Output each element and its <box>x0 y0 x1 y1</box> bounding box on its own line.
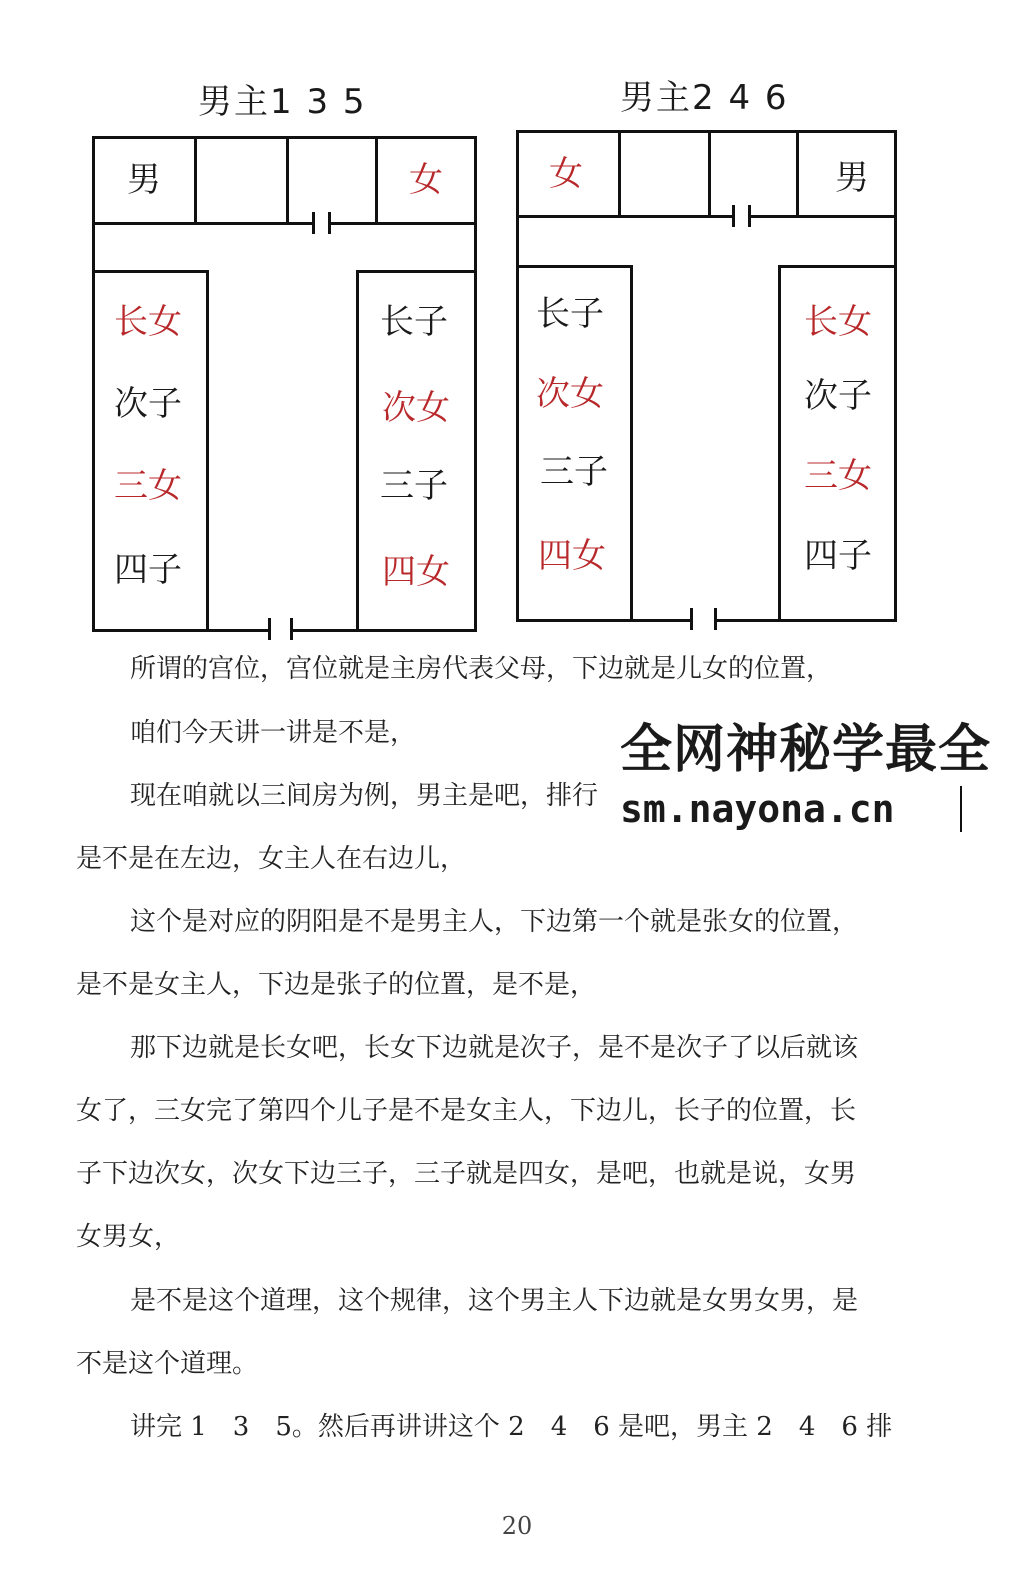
door-jamb <box>732 205 735 227</box>
diagram-left-title: 男主1 3 5 <box>198 82 367 122</box>
paragraph-line: 所谓的宫位，宫位就是主房代表父母，下边就是儿女的位置， <box>130 654 833 684</box>
child-label: 次女 <box>382 388 450 428</box>
room-label: 男 <box>835 158 869 198</box>
wall <box>516 130 519 622</box>
child-label: 次子 <box>114 384 182 424</box>
child-label: 三女 <box>804 456 872 496</box>
child-label: 三女 <box>114 466 182 506</box>
child-label: 四女 <box>382 552 450 592</box>
child-label: 三子 <box>380 466 448 506</box>
door-jamb <box>268 618 271 640</box>
child-label: 三子 <box>540 452 608 492</box>
child-label: 次子 <box>804 376 872 416</box>
text-cursor <box>960 786 962 832</box>
wall <box>796 130 799 218</box>
child-label: 四子 <box>114 550 182 590</box>
child-label: 长子 <box>380 302 448 342</box>
paragraph-line: 现在咱就以三间房为例，男主是吧，排行 <box>130 781 599 811</box>
paragraph-line: 是不是在左边，女主人在右边儿， <box>76 844 467 874</box>
wall <box>778 265 781 622</box>
wall <box>474 136 477 632</box>
watermark-title: 全网神秘学最全 <box>620 720 992 780</box>
wall <box>778 265 896 268</box>
paragraph-line: 是不是这个道理，这个规律，这个男主人下边就是女男女男，是 <box>130 1286 859 1316</box>
paragraph-line: 那下边就是长女吧，长女下边就是次子，是不是次子了以后就该 <box>130 1033 859 1063</box>
child-label: 长女 <box>114 302 182 342</box>
paragraph-line: 女男女， <box>76 1222 181 1252</box>
wall <box>92 629 270 632</box>
room-label: 女 <box>409 160 443 200</box>
wall <box>516 265 632 268</box>
wall <box>92 270 208 273</box>
wall <box>92 222 312 225</box>
diagram-right-title: 男主2 4 6 <box>620 78 789 118</box>
wall <box>516 619 692 622</box>
child-label: 长子 <box>536 294 604 334</box>
wall <box>894 130 897 622</box>
paragraph-line: 不是这个道理。 <box>76 1349 259 1379</box>
paragraph-line: 女了，三女完了第四个儿子是不是女主人，下边儿，长子的位置，长 <box>76 1096 857 1126</box>
paragraph-line: 是不是女主人，下边是张子的位置，是不是， <box>76 970 597 1000</box>
wall <box>516 215 734 218</box>
room-label: 男 <box>127 160 161 200</box>
child-label: 四子 <box>804 536 872 576</box>
wall <box>375 136 378 224</box>
wall <box>750 215 896 218</box>
door-jamb <box>690 608 693 630</box>
wall <box>716 619 896 622</box>
child-label: 次女 <box>536 374 604 414</box>
paragraph-line: 子下边次女，次女下边三子，三子就是四女，是吧，也就是说，女男 <box>76 1159 857 1189</box>
wall <box>356 270 476 273</box>
paragraph-line: 咱们今天讲一讲是不是， <box>130 718 417 748</box>
wall <box>286 136 289 224</box>
wall <box>92 136 95 632</box>
wall <box>330 222 476 225</box>
wall <box>206 270 209 632</box>
wall <box>618 130 621 218</box>
child-label: 四女 <box>538 536 606 576</box>
child-label: 长女 <box>804 302 872 342</box>
watermark-url: sm.nayona.cn <box>620 787 895 831</box>
door-jamb <box>312 212 315 234</box>
room-label: 女 <box>549 154 583 194</box>
page-number: 20 <box>501 1512 533 1540</box>
wall <box>356 270 359 632</box>
wall <box>516 130 896 133</box>
paragraph-line: 讲完 1 3 5。然后再讲讲这个 2 4 6 是吧，男主 2 4 6 排 <box>130 1412 893 1442</box>
wall <box>194 136 197 224</box>
wall <box>292 629 476 632</box>
wall <box>708 130 711 218</box>
wall <box>92 136 476 139</box>
wall <box>630 265 633 622</box>
paragraph-line: 这个是对应的阴阳是不是男主人，下边第一个就是张女的位置， <box>130 907 859 937</box>
